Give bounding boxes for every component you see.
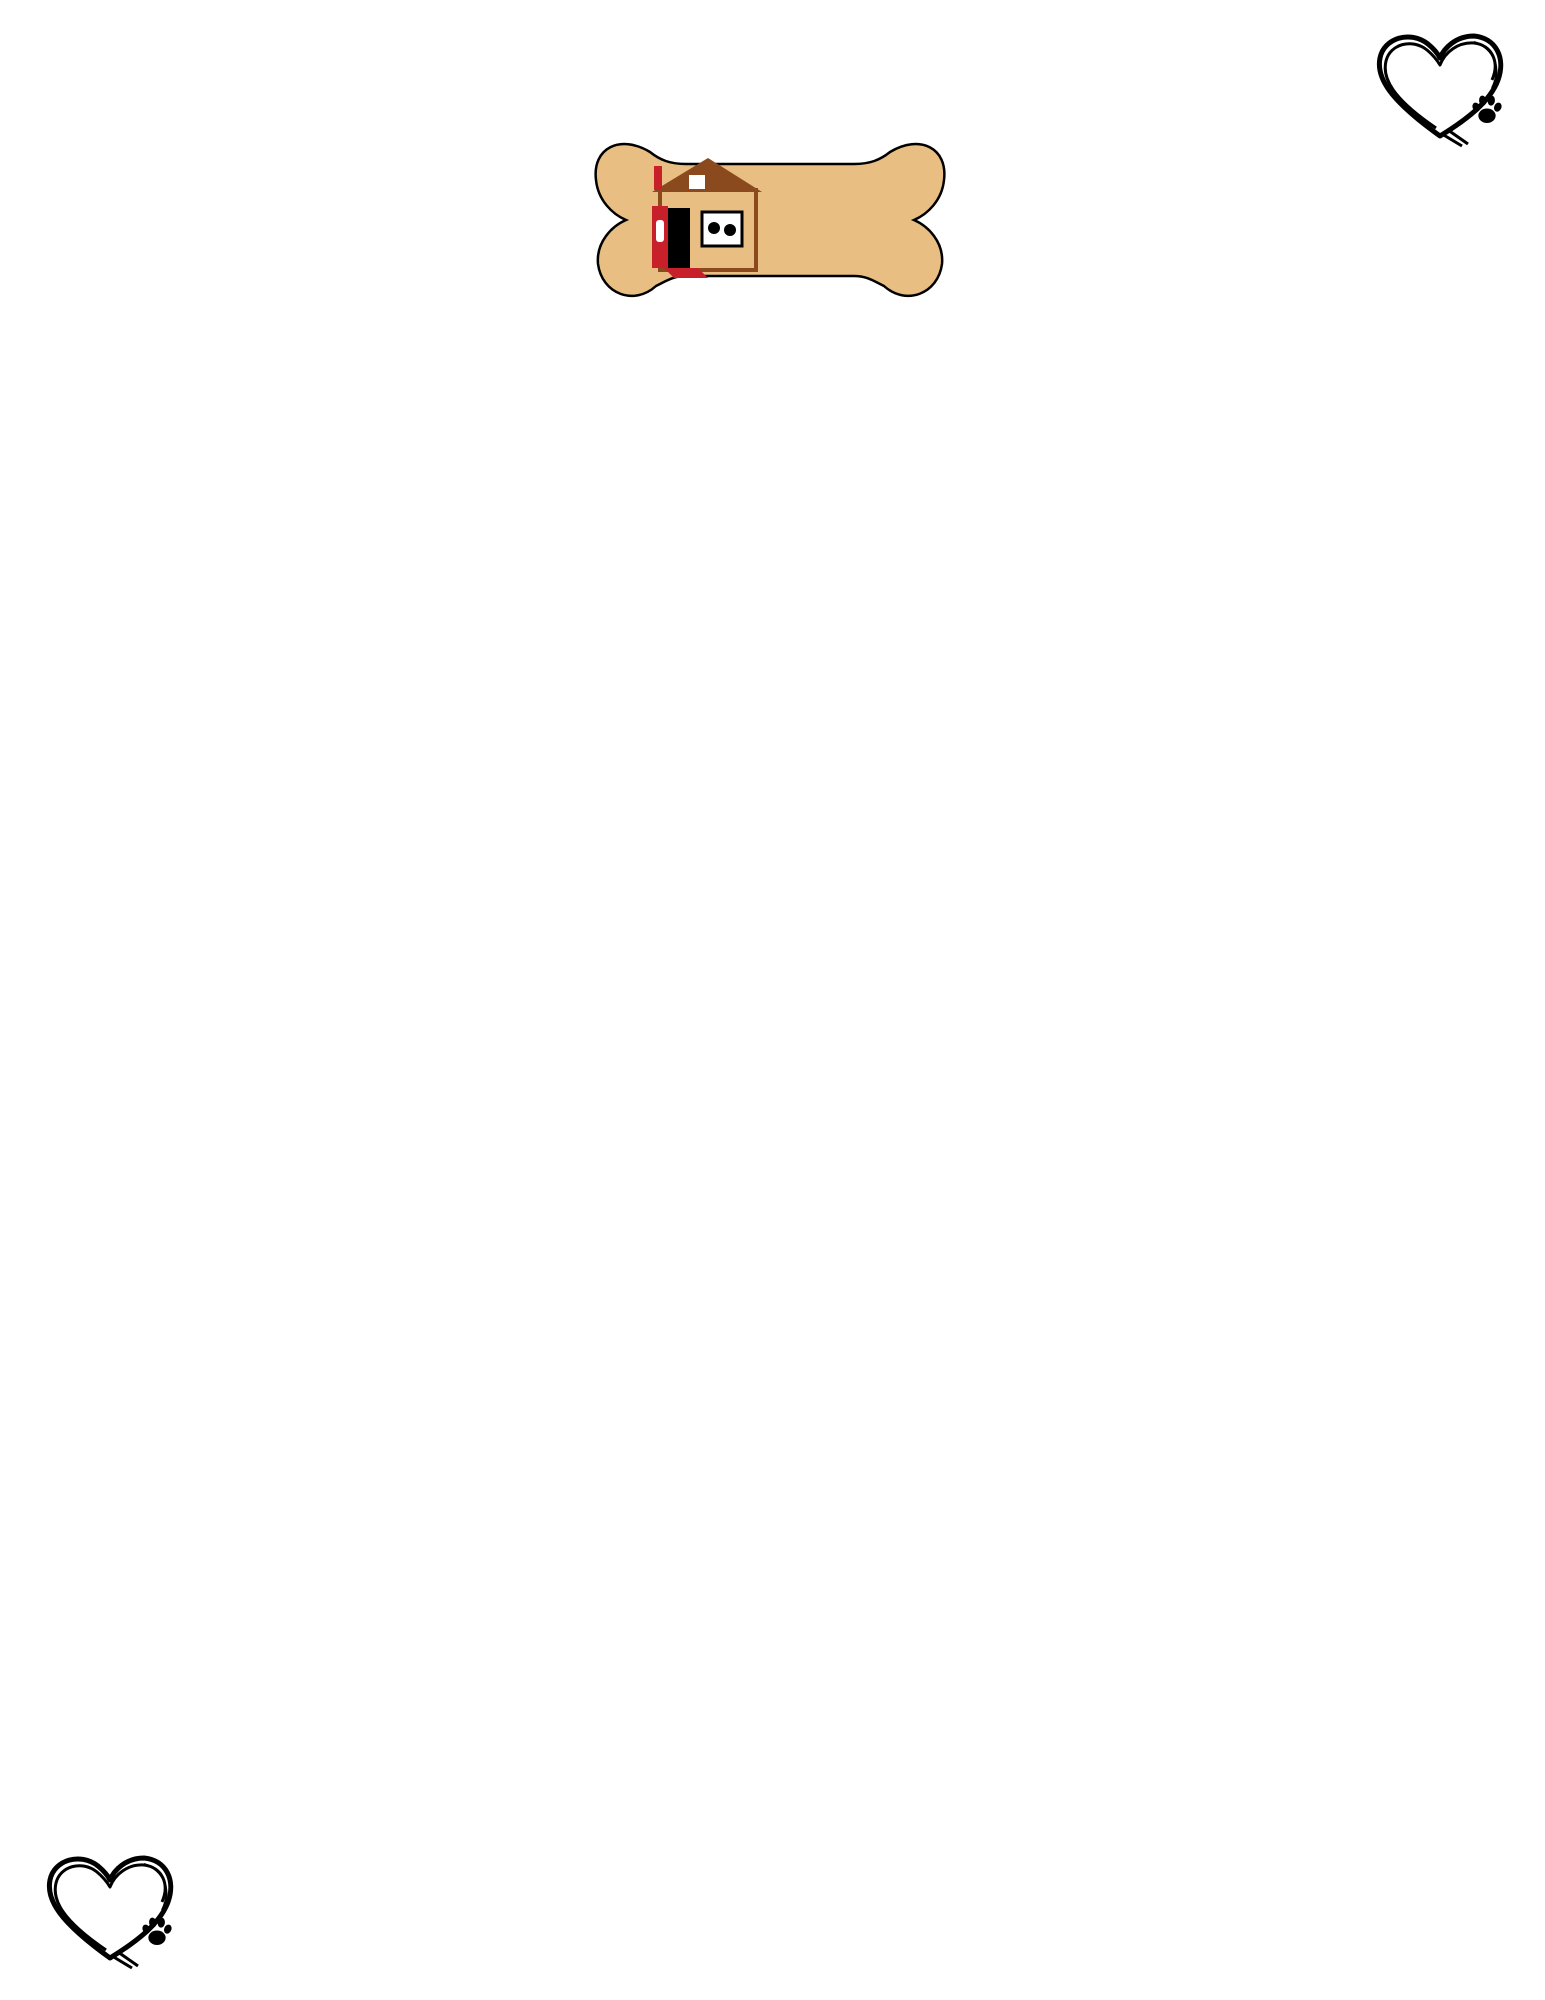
heart-icon-top-right [1370,28,1510,148]
heart-icon-bottom-left [40,1850,180,1970]
life-house-logo [590,130,950,310]
